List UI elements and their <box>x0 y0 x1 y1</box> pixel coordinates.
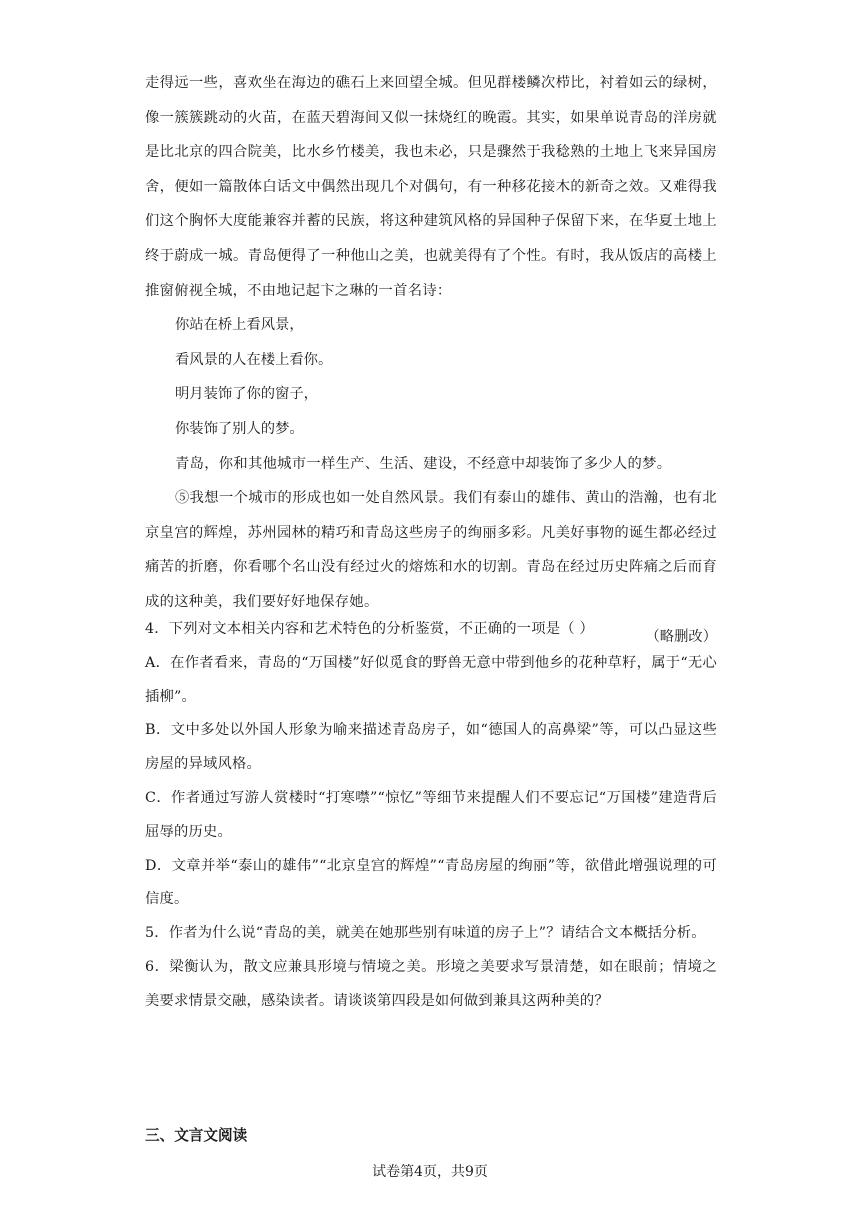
reading-passage <box>145 66 717 654</box>
option-c: C．作者通过写游人赏楼时“打寒噤”“惊忆”等细节来提醒人们不要忘记“万国楼”建造背后屈辱的历史。 <box>145 789 717 840</box>
poem-line: 看风景的人在楼上看你。 <box>175 351 333 368</box>
section-title: 三、文言文阅读 <box>145 1127 248 1144</box>
question-stem: 4．下列对文本相关内容和艺术特色的分析鉴赏，不正确的一项是（ ） <box>145 621 594 637</box>
option-a: A．在作者看来，青岛的“万国楼”好似觅食的野兽无意中带到他乡的花种草籽，属于“无心插柳”。 <box>145 654 717 705</box>
passage-paragraph: ⑤我想一个城市的形成也如一处自然风景。我们有泰山的雄伟、黄山的浩瀚，也有北京皇宫的辉煌，苏州园林的精巧和青岛这些房子的绚丽多彩。凡美好事物的诞生都必经过痛苦的折磨，你看哪个名山没有经过火的熔炼和水的切割。青岛在经过历史阵痛之后而育成的这种美，我们要好好地保存她。 <box>145 490 717 610</box>
source-note: （略删改） <box>645 628 717 645</box>
poem-line: 明月装饰了你的窗子， <box>175 386 318 403</box>
poem-line: 你装饰了别人的梦。 <box>175 420 304 437</box>
question-list <box>145 613 717 1019</box>
passage-paragraph: 走得远一些，喜欢坐在海边的礁石上来回望全城。但见群楼鳞次栉比，衬着如云的绿树，像一簇簇跳动的火苗，在蓝天碧海间又似一抹烧红的晚霞。其实，如果单说青岛的洋房就是比北京的四合院美，比水乡竹楼美，我也未必，只是骤然于我稔熟的土地上飞来异国房舍，便如一篇散体白话文中偶然出现几个对偶句，有一种移花接木的新奇之效。又难得我们这个胸怀大度能兼容并蓄的民族，将这种建筑风格的异国种子保留下来，在华夏土地上终于蔚成一城。青岛便得了一种他山之美，也就美得有了个性。有时，我从饭店的高楼上推窗俯视全城，不由地记起卞之琳的一首名诗： <box>145 75 717 299</box>
passage-paragraph: 青岛，你和其他城市一样生产、生活、建设，不经意中却装饰了多少人的梦。 <box>175 455 672 472</box>
page-footer: 试卷第4页，共9页 <box>372 1164 488 1180</box>
question-5: 5．作者为什么说“青岛的美，就美在她那些别有味道的房子上”？请结合文本概括分析。 <box>145 925 706 942</box>
option-b: B．文中多处以外国人形象为喻来描述青岛房子，如“德国人的高鼻梁”等，可以凸显这些房屋的异域风格。 <box>145 722 717 773</box>
poem-line: 你站在桥上看风景， <box>175 317 304 334</box>
question-6: 6．梁衡认为，散文应兼具形境与情境之美。形境之美要求写景清楚，如在眼前；情境之美要求情景交融，感染读者。请谈谈第四段是如何做到兼具这两种美的？ <box>145 958 717 1009</box>
option-d: D．文章并举“泰山的雄伟”“北京皇宫的辉煌”“青岛房屋的绚丽”等，欲借此增强说理的可信度。 <box>145 857 717 908</box>
